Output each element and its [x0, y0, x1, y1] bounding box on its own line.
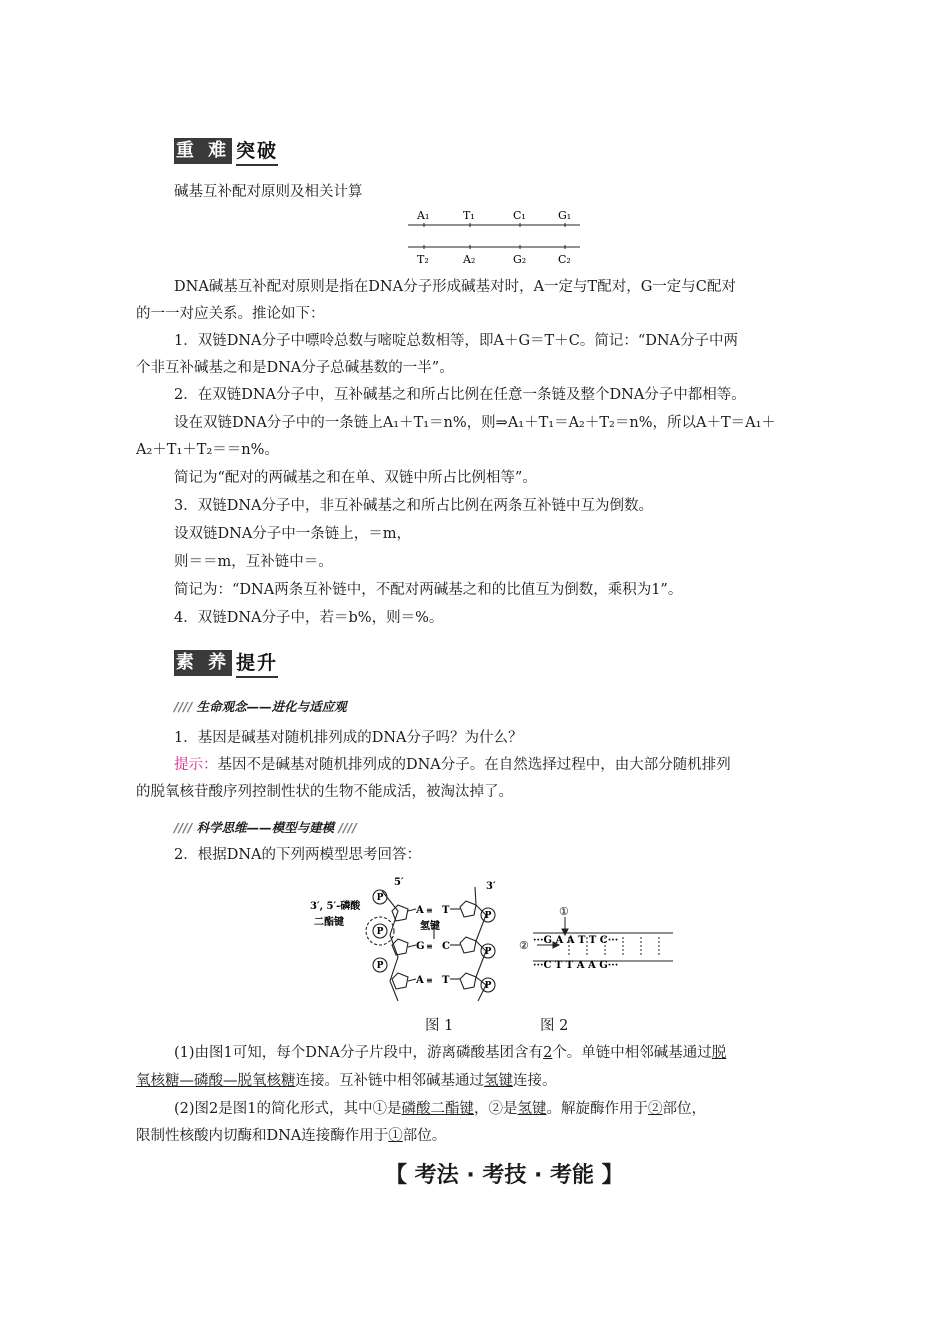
hint-line: [174, 755, 731, 775]
top-sequence: ···G A A T T C···: [533, 935, 619, 946]
section-badge-literacy: [174, 650, 304, 676]
label-5prime: 5′: [394, 877, 404, 888]
paragraph: 4．双链DNA分子中，若＝b%，则＝%。: [174, 610, 444, 626]
subheading-scientific-thinking: [174, 818, 357, 836]
section-badge-key-difficulties: [174, 138, 304, 164]
answer-2-line-1: [174, 1099, 706, 1119]
paragraph: 则＝＝m，互补链中＝。: [174, 554, 333, 570]
paragraph: A₂＋T₁＋T₂＝＝n%。: [136, 442, 279, 458]
paragraph: 简记为：“DNA两条互补链中，不配对两碱基之和的比值互为倒数，乘积为1”。: [174, 582, 683, 598]
phosphate-label: P: [376, 893, 384, 903]
subheading-text: 生命观念——进化与适应观: [196, 699, 347, 714]
marker-1: ①: [559, 905, 569, 918]
answer-text: (2)图2是图1的简化形式，其中①是: [174, 1101, 402, 1117]
slash-decoration: ////: [174, 699, 193, 714]
answer-text: 限制性核酸内切酶和DNA连接酶作用于: [136, 1128, 389, 1144]
label-3prime: 3′: [486, 881, 496, 892]
answer-1-line-1: [174, 1043, 726, 1063]
base-label: T: [442, 975, 450, 986]
phosphate-label: P: [484, 911, 492, 921]
sugar-pentagon: [460, 973, 476, 989]
figure-1-dna-model: [310, 873, 510, 1008]
badge-light-part: 突破: [236, 138, 278, 166]
phosphate-label: P: [484, 981, 492, 991]
answer-underlined: ①: [388, 1128, 403, 1144]
question-2: 2．根据DNA的下列两模型思考回答：: [174, 847, 422, 863]
hint-label: 提示：: [174, 757, 218, 773]
sugar-pentagon: [392, 905, 408, 921]
base-label: T: [442, 905, 450, 916]
badge-dark-part: 重 难: [174, 138, 232, 164]
paragraph: DNA碱基互补配对原则是指在DNA分子形成碱基对时，A一定与T配对，G一定与C配对: [174, 279, 736, 295]
strand-bottom-label: T₂: [417, 253, 429, 266]
h-bond-dots: ≡: [426, 941, 433, 951]
topic-title: 碱基互补配对原则及相关计算: [174, 184, 363, 200]
strand-bottom-label: G₂: [513, 253, 527, 266]
answer-underlined: 脱: [711, 1045, 727, 1061]
strand-top-label: G₁: [558, 209, 572, 222]
answer-2-line-2: [136, 1126, 446, 1146]
strand-diagram: [400, 205, 590, 269]
answer-underlined: ②: [648, 1101, 663, 1117]
figure-2-simplified-model: [515, 905, 680, 975]
paragraph: 3．双链DNA分子中，非互补碱基之和所占比例在两条互补链中互为倒数。: [174, 498, 654, 514]
strand-top-label: T₁: [463, 209, 475, 222]
slash-decoration: ////: [174, 820, 193, 835]
h-bond-dots: ≡: [426, 975, 433, 985]
paragraph: 简记为“配对的两碱基之和在单、双链中所占比例相等”。: [174, 470, 537, 486]
h-bond-dots: ≡: [426, 905, 433, 915]
bottom-sequence: ···C T T A A G···: [533, 960, 619, 971]
phosphate-label: P: [376, 927, 384, 937]
label-ester-bond: 3′, 5′-磷酸: [310, 901, 361, 912]
footer-heading: 【 考法 · 考技 · 考能 】: [385, 1163, 624, 1188]
base-label: A: [416, 975, 424, 986]
subheading-text: 科学思维——模型与建模: [196, 820, 335, 835]
answer-text: 。解旋酶作用于: [546, 1101, 648, 1117]
figure-1-caption: 图 1: [425, 1018, 454, 1034]
sugar-pentagon: [460, 901, 476, 917]
phosphate-label: P: [484, 947, 492, 957]
answer-underlined: 2: [543, 1045, 553, 1061]
base-label: A: [416, 905, 424, 916]
label-hydrogen-bond: 氢键: [420, 921, 440, 932]
paragraph: 设在双链DNA分子中的一条链上A₁＋T₁＝n%，则⇒A₁＋T₁＝A₂＋T₂＝n%，所以A＋T＝A₁＋: [174, 415, 776, 431]
figure-2-caption: 图 2: [540, 1018, 569, 1034]
answer-text: 连接。互补链中相邻碱基通过: [295, 1073, 484, 1089]
sugar-pentagon: [392, 973, 408, 989]
sugar-pentagon: [460, 937, 476, 953]
badge-dark-part: 素 养: [174, 650, 232, 676]
paragraph: 设双链DNA分子中一条链上，＝m，: [174, 526, 412, 542]
hint-text: 基因不是碱基对随机排列成的DNA分子。在自然选择过程中，由大部分随机排列: [217, 757, 731, 773]
answer-text: 部位。: [402, 1128, 447, 1144]
answer-text: ，②是: [474, 1101, 518, 1117]
answer-underlined: 氢键: [517, 1101, 547, 1117]
strand-bottom-label: A₂: [463, 253, 476, 266]
badge-light-part: 提升: [236, 650, 278, 678]
question-1: 1．基因是碱基对随机排列成的DNA分子吗？为什么？: [174, 730, 523, 746]
answer-underlined: 氢键: [484, 1073, 513, 1089]
paragraph: 个非互补碱基之和是DNA分子总碱基数的一半”。: [136, 360, 454, 376]
base-label: G: [416, 941, 425, 952]
subheading-life-concept: [174, 697, 347, 715]
answer-underlined: 磷酸二酯键: [401, 1101, 474, 1117]
answer-text: 连接。: [513, 1073, 557, 1089]
answer-1-line-2: [136, 1071, 557, 1091]
slash-decoration: ////: [338, 820, 357, 835]
answer-underlined: 氧核糖—磷酸—脱氧核糖: [136, 1073, 296, 1089]
marker-2: ②: [519, 939, 529, 952]
paragraph: 的一一对应关系。推论如下：: [136, 306, 325, 322]
paragraph: 1．双链DNA分子中嘌呤总数与嘧啶总数相等，即A＋G＝T＋C。简记：“DNA分子中两: [174, 333, 739, 349]
phosphate-label: P: [376, 961, 384, 971]
strand-bottom-label: C₂: [558, 253, 571, 266]
label-ester-bond-2: 二酯键: [314, 917, 344, 928]
base-label: C: [442, 941, 450, 952]
answer-text: (1)由图1可知，每个DNA分子片段中，游离磷酸基团含有: [174, 1045, 544, 1061]
answer-text: 个。单链中相邻碱基通过: [552, 1045, 712, 1061]
paragraph: 2．在双链DNA分子中，互补碱基之和所占比例在任意一条链及整个DNA分子中都相等。: [174, 387, 746, 403]
answer-text: 部位，: [662, 1101, 706, 1117]
strand-top-label: A₁: [417, 209, 430, 222]
strand-top-label: C₁: [513, 209, 526, 222]
hint-line-2: 的脱氧核苷酸序列控制性状的生物不能成活，被淘汰掉了。: [136, 784, 513, 800]
